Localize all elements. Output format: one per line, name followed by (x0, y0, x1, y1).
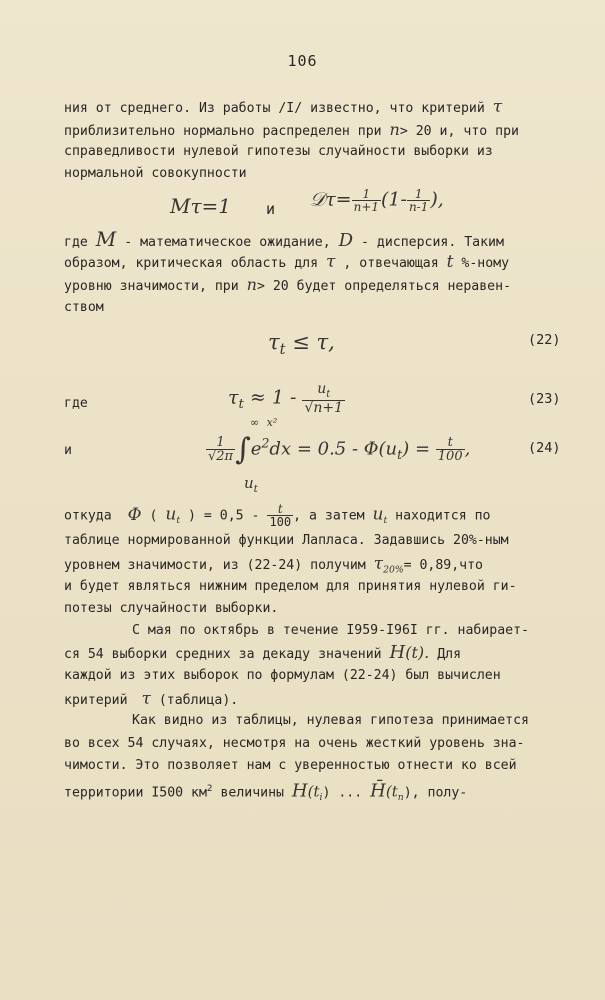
formula-subscript: t (383, 515, 388, 527)
integral-upper-limit (250, 416, 277, 429)
formula-part: u (317, 381, 327, 397)
text-line-9 (64, 503, 490, 530)
formula-part: ∞ (250, 416, 260, 429)
text-segment: чимости. Это позволяет нам с уверенностью отнести ко всей (64, 758, 517, 773)
fraction-numerator: t (447, 435, 453, 450)
formula-subscript: t (279, 341, 286, 359)
formula-part: τ (228, 386, 239, 409)
where-label (64, 395, 88, 413)
fraction-denominator: n-1 (408, 200, 429, 214)
text-line-20 (64, 757, 517, 775)
text-segment: ), полу- (403, 785, 468, 801)
text-segment: - математическое ожидание, (124, 235, 331, 250)
equation-24 (206, 432, 470, 467)
integral-sign: ∫ (235, 432, 251, 467)
text-segment: приблизительно нормально распределен при (64, 124, 382, 139)
fraction (206, 436, 235, 463)
symbol-t: (t (385, 782, 398, 801)
fraction-numerator: t (277, 502, 283, 516)
text-line-10 (64, 532, 509, 550)
text-line-6 (64, 253, 509, 273)
formula-part: (1- (381, 188, 407, 211)
symbol-tau: τ (326, 252, 336, 272)
text-line-17 (64, 690, 238, 710)
formula-subscript: t (397, 447, 403, 463)
text-segment: ( (149, 508, 158, 524)
formula-superscript: 2 (261, 435, 270, 451)
text-line-14 (132, 622, 529, 640)
formula-expectation (170, 194, 231, 218)
formula-part: Mτ=1 (170, 194, 232, 218)
text-segment: образом, критическая область для (64, 256, 319, 271)
and-label (64, 442, 72, 460)
symbol-n: n (246, 275, 257, 294)
text-segment: - дисперсия. Таким (361, 235, 504, 250)
symbol-H: H (291, 780, 308, 802)
fraction (436, 436, 465, 463)
fraction-numerator: 1 (414, 187, 423, 201)
text-segment: ния от среднего. Из работы /I/ известно, что критерий (64, 101, 485, 116)
text-segment: ся 54 выборки средних за декаду значений (64, 647, 382, 662)
formula-part: e (250, 438, 262, 460)
symbol-tau: τ (141, 689, 151, 709)
fraction (352, 188, 381, 213)
text-line-1 (64, 98, 502, 118)
formula-conjunction (266, 200, 275, 218)
text-segment: уровнем значимости, из (22-24) получим (64, 558, 366, 573)
text-line-12 (64, 578, 517, 596)
text-segment: во всех 54 случаях, несмотря на очень жесткий уровень зна- (64, 736, 525, 751)
text-segment: и (266, 200, 276, 218)
superscript: 2 (206, 783, 213, 794)
text-line-15 (64, 644, 461, 664)
symbol-tau: τ (492, 97, 503, 117)
fraction (407, 188, 430, 213)
text-segment: ) = 0,5 - (188, 508, 260, 524)
text-line-5 (64, 227, 504, 252)
formula-variance (310, 188, 444, 213)
text-segment: потезы случайности выборки. (64, 601, 279, 616)
equation-number-22: (22) (528, 332, 561, 348)
formula-part: ≤ τ, (292, 330, 335, 354)
formula-subscript: i (319, 792, 323, 804)
text-segment: Как видно из таблицы, нулевая гипотеза принимается (132, 713, 529, 728)
text-line-8 (64, 299, 104, 317)
text-segment: уровню значимости, при (64, 279, 239, 294)
fraction-numerator (302, 382, 345, 400)
formula-part: ), (430, 188, 444, 211)
text-segment: критерий (64, 693, 128, 708)
text-segment: , а затем (293, 508, 365, 524)
formula-part: x² (266, 416, 278, 429)
text-segment: таблице нормированной функции Лапласа. Задавшись 20%-ным (64, 533, 509, 548)
formula-subscript: n (397, 792, 404, 804)
text-segment: где (64, 235, 88, 250)
fraction-numerator: 1 (216, 435, 225, 450)
formula-subscript: t (238, 397, 244, 413)
text-segment: > 20 и, что при (399, 124, 519, 139)
formula-subscript: t (253, 483, 258, 495)
text-segment: (таблица). (158, 693, 239, 708)
text-line-3 (64, 143, 493, 161)
fraction (302, 382, 345, 415)
text-segment: величины (220, 785, 284, 801)
symbol-M: M (95, 227, 117, 251)
text-segment: > 20 будет определяться неравен- (256, 279, 512, 294)
formula-subscript: 20% (383, 564, 404, 576)
text-line-7 (64, 276, 511, 296)
formula-part: ) = (402, 438, 431, 460)
equation-22 (268, 330, 335, 358)
fraction-denominator: 100 (437, 449, 463, 464)
fraction-denominator: 100 (269, 515, 292, 529)
symbol-H: H (389, 642, 406, 663)
text-segment: где (64, 396, 88, 411)
text-line-11 (64, 555, 483, 580)
equation-23 (228, 382, 345, 415)
text-segment: ством (64, 300, 104, 315)
symbol-t: (t). (405, 643, 430, 662)
symbol-t: (t (307, 782, 320, 801)
symbol-phi: Φ (127, 504, 142, 525)
text-segment: %-ному (461, 256, 510, 271)
symbol-tau: τ (373, 554, 384, 574)
fraction-denominator: √n+1 (304, 399, 344, 416)
text-segment: С мая по октябрь в течение I959-I96I гг. набирает- (132, 623, 529, 638)
text-segment: ) ... (322, 785, 363, 801)
text-line-19 (64, 735, 525, 753)
text-segment: находится по (395, 508, 491, 524)
integral-lower-limit (244, 474, 258, 495)
text-line-13 (64, 600, 278, 618)
text-segment: откуда (64, 508, 112, 524)
text-segment: справедливости нулевой гипотезы случайности выборки из (64, 144, 493, 159)
text-segment: , отвечающая (343, 256, 439, 271)
text-segment: территории I500 км (64, 785, 207, 801)
symbol-u: u (372, 504, 384, 525)
formula-subscript: t (176, 515, 181, 527)
formula-subscript: t (326, 388, 331, 400)
text-line-2 (64, 121, 519, 141)
formula-part: 𝒟τ= (310, 188, 352, 211)
fraction-denominator: √2π (208, 449, 234, 464)
text-line-16 (64, 667, 501, 685)
symbol-n: n (389, 120, 400, 139)
formula-part: ≈ 1 - (249, 386, 297, 409)
text-line-21 (64, 780, 467, 807)
text-line-4 (64, 165, 247, 183)
fraction (267, 503, 293, 528)
text-segment: нормальной совокупности (64, 166, 247, 181)
page-number: 106 (287, 52, 318, 70)
text-segment: и будет являться нижним пределом для принятия нулевой ги- (64, 579, 517, 594)
formula-part: u (244, 474, 254, 492)
equation-number-24: (24) (528, 440, 561, 456)
symbol-D: D (338, 230, 354, 251)
fraction-numerator: 1 (362, 187, 371, 201)
text-segment: и (64, 443, 72, 458)
symbol-H-bar: H̄ (370, 780, 386, 802)
text-segment: каждой из этих выборок по формулам (22-24) был вычислен (64, 668, 501, 683)
symbol-t: t (446, 252, 454, 272)
formula-part: dx = 0.5 - Φ(u (269, 438, 398, 460)
text-line-18 (132, 712, 529, 730)
text-segment: = 0,89,что (403, 558, 483, 573)
formula-part: , (464, 438, 471, 460)
fraction-denominator: n+1 (353, 200, 380, 214)
symbol-u: u (165, 504, 177, 525)
text-segment: Для (437, 647, 462, 662)
equation-number-23: (23) (528, 391, 561, 407)
formula-part: τ (268, 330, 280, 354)
